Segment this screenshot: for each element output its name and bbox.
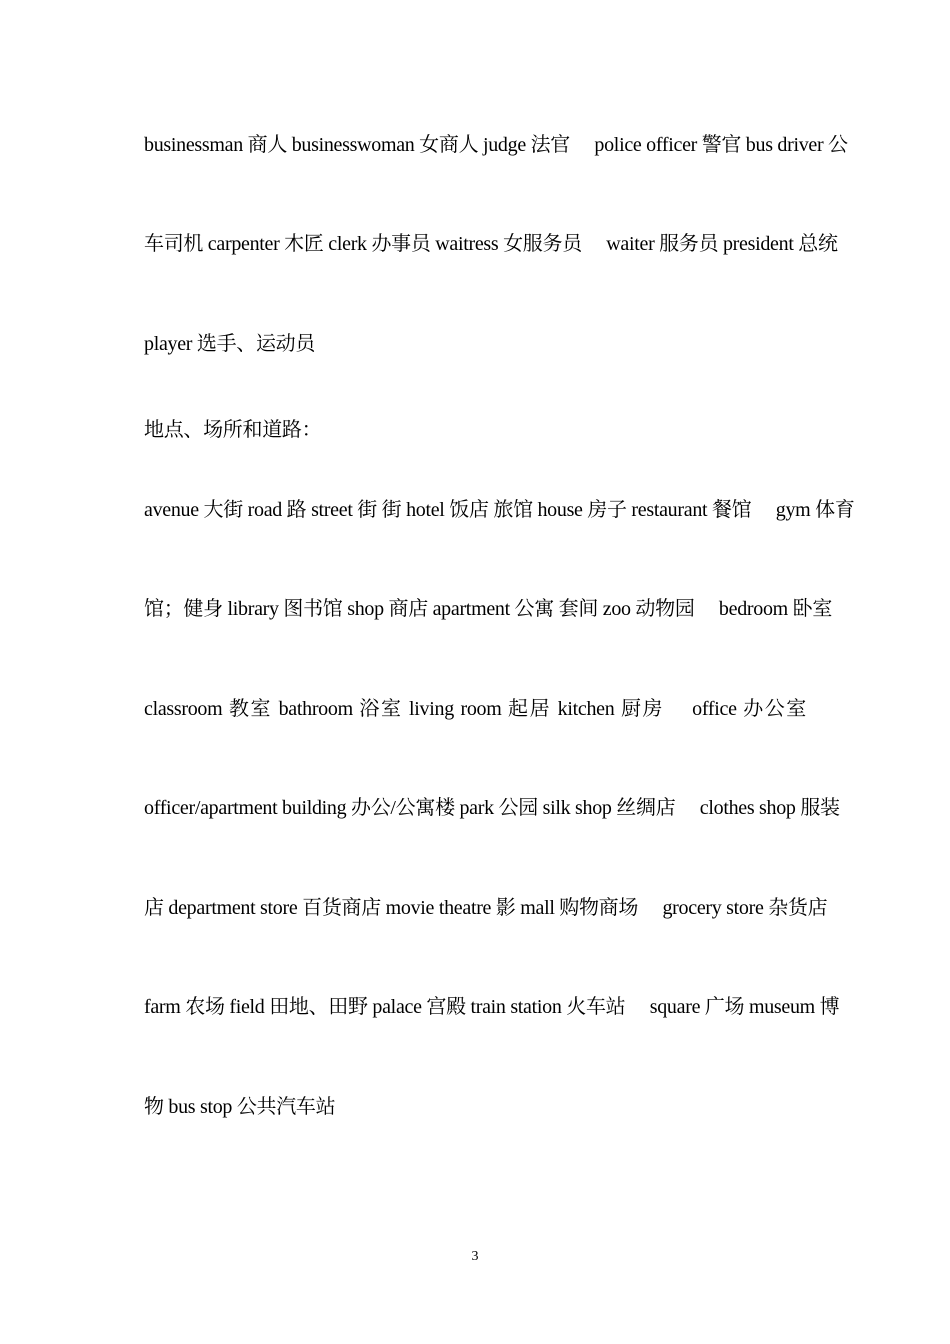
text-line-10: farm 农场 field 田地、田野 palace 宫殿 train station 火车站 square 广场 museum 博: [144, 996, 840, 1018]
text-line-2: 车司机 carpenter 木匠 clerk 办事员 waitress 女服务员 waiter 服务员 president 总统: [144, 233, 838, 255]
text-line-1: businessman 商人 businesswoman 女商人 judge 法官 police officer 警官 bus driver 公: [144, 134, 848, 156]
text-line-8: officer/apartment building 办公/公寓楼 park 公园 silk shop 丝绸店 clothes shop 服装: [144, 797, 840, 819]
text-line-7: classroom 教室 bathroom 浴室 living room 起居 kitchen 厨房 office 办公室: [144, 698, 806, 720]
text-line-3: player 选手、运动员: [144, 333, 316, 355]
section-heading: 地点、场所和道路：: [144, 419, 322, 441]
text-line-6: 馆；健身 library 图书馆 shop 商店 apartment 公寓 套间 zoo 动物园 bedroom 卧室: [144, 598, 833, 620]
text-line-11: 物 bus stop 公共汽车站: [144, 1096, 336, 1118]
page-number: 3: [471, 1249, 479, 1264]
text-line-5: avenue 大街 road 路 street 街 街 hotel 饭店 旅馆 house 房子 restaurant 餐馆 gym 体育: [144, 499, 855, 521]
text-line-9: 店 department store 百货商店 movie theatre 影 mall 购物商场 grocery store 杂货店: [144, 897, 828, 919]
